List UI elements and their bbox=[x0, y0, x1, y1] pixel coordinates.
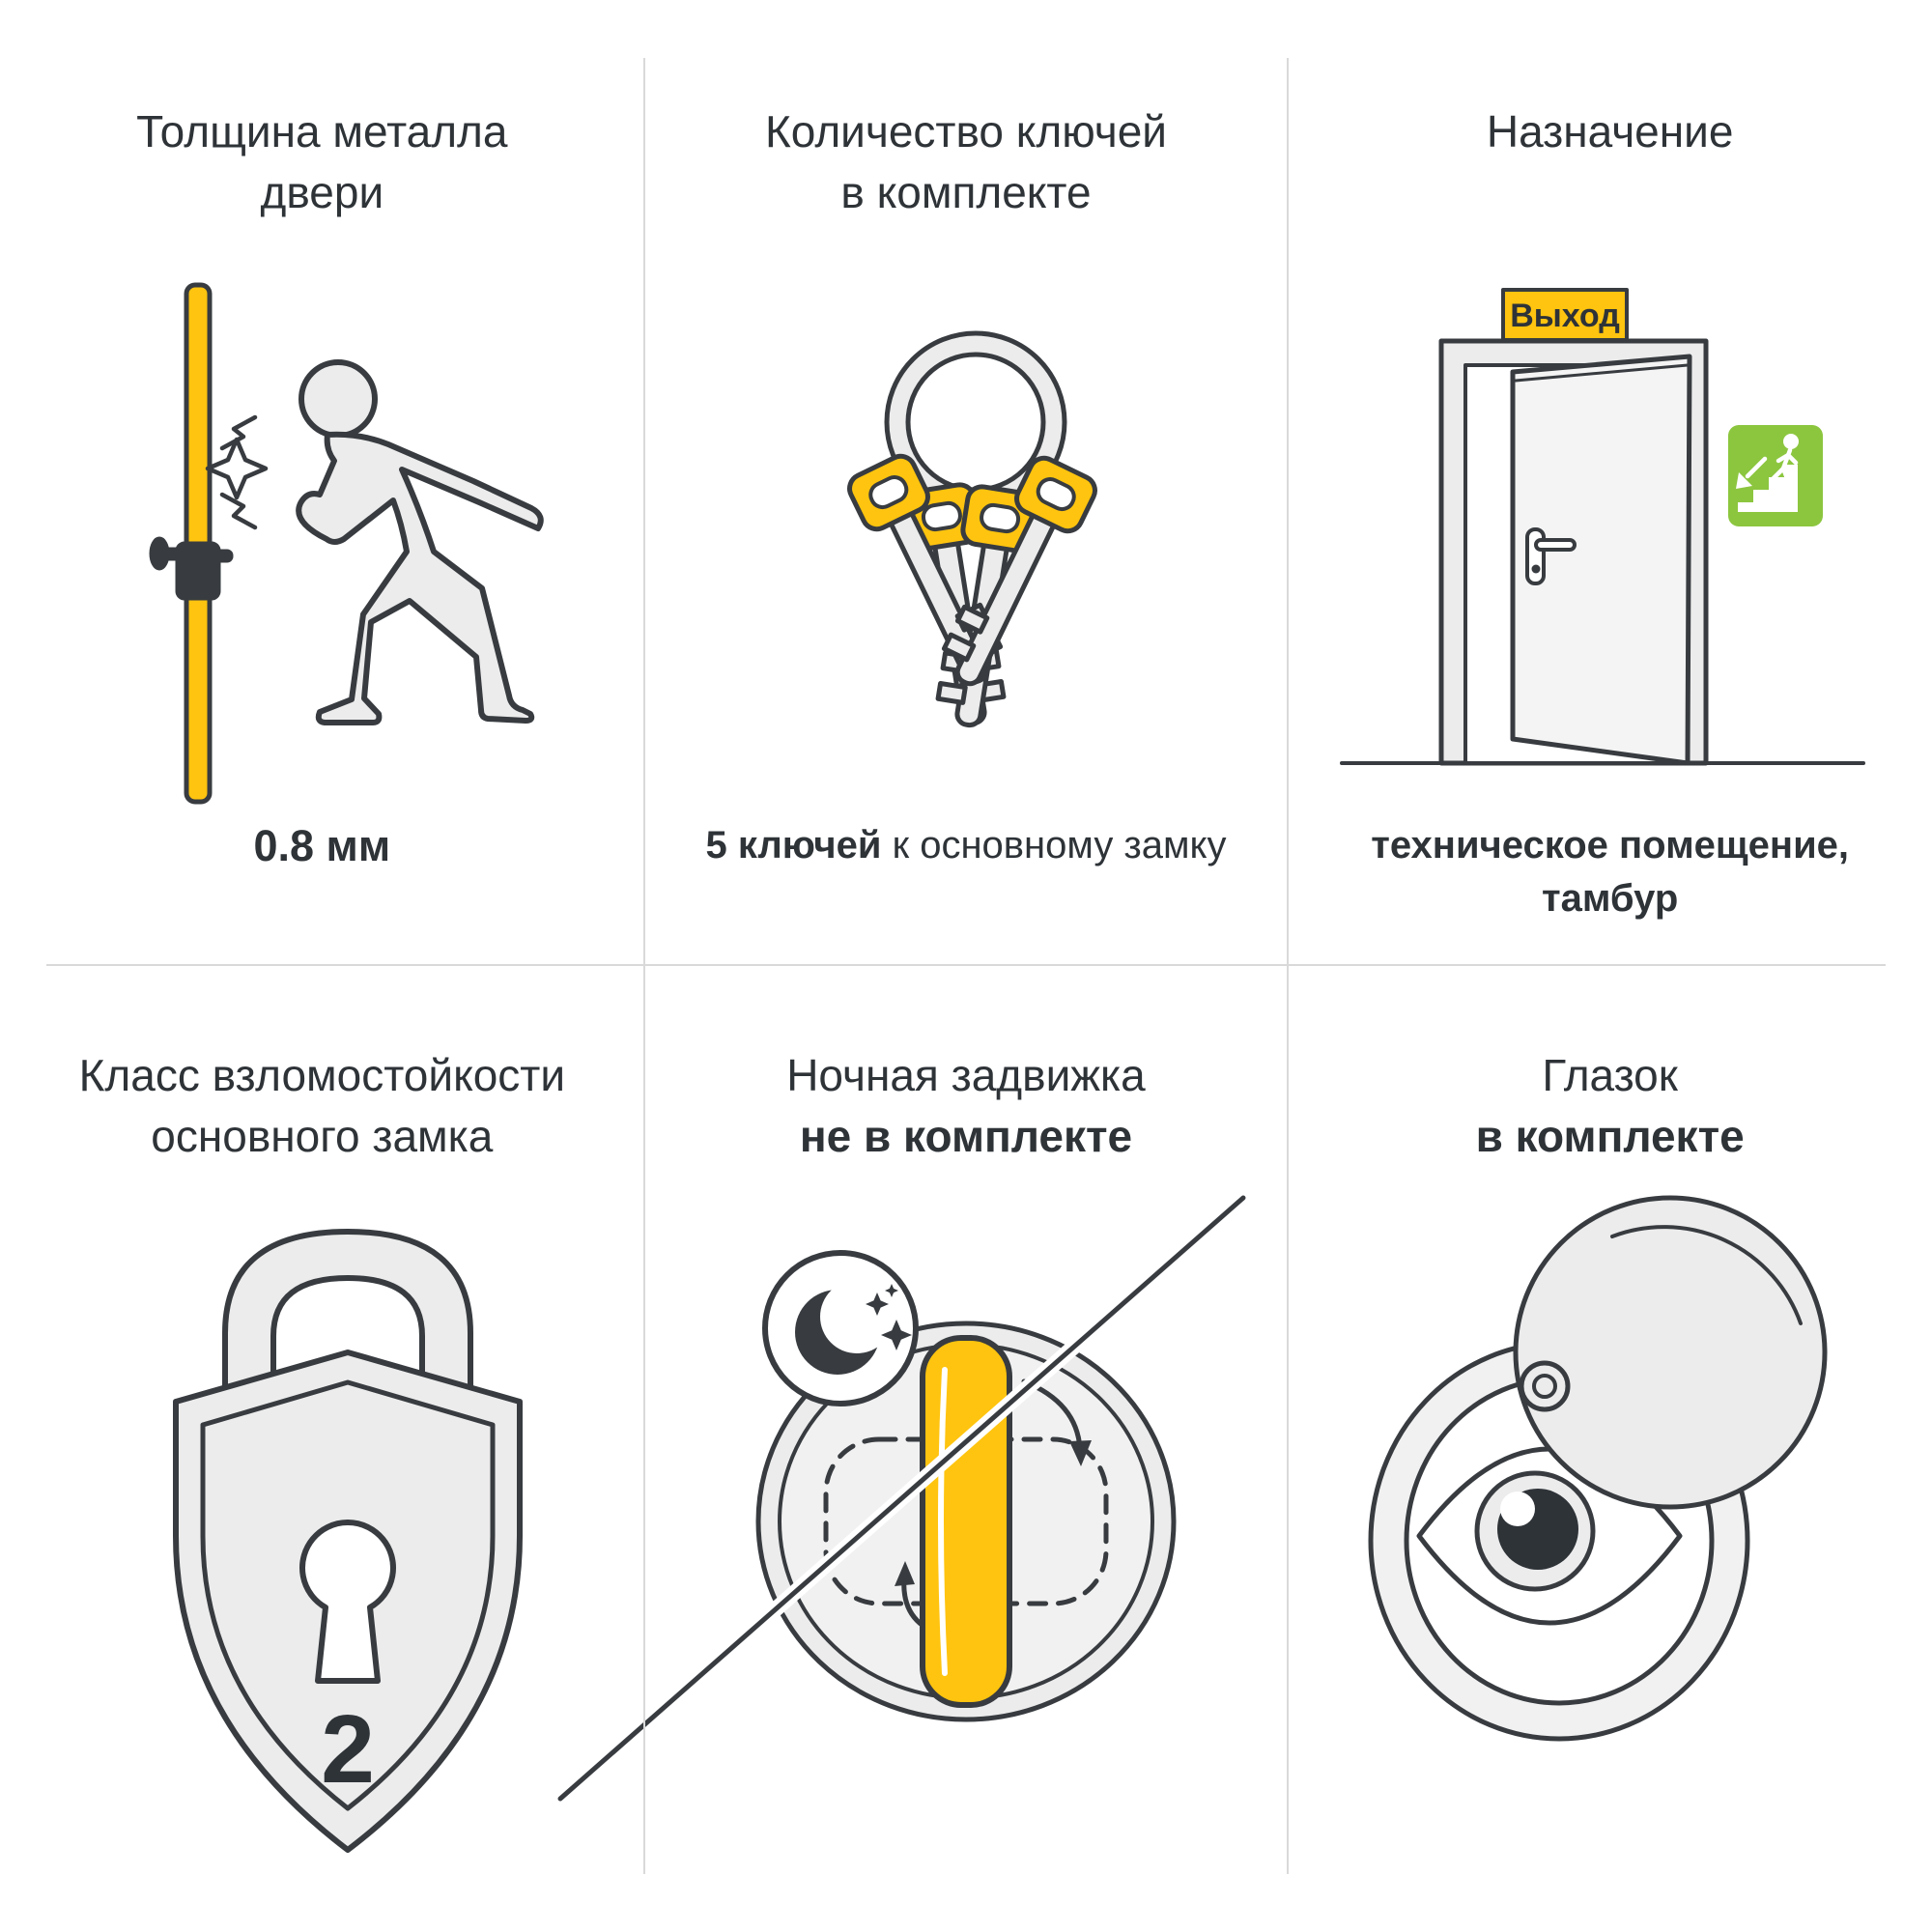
value-rest: к основному замку bbox=[881, 824, 1227, 867]
title-line: двери bbox=[260, 167, 384, 217]
door-kick-icon bbox=[145, 270, 618, 821]
title-line: в комплекте bbox=[840, 167, 1092, 217]
door-handle bbox=[151, 538, 232, 599]
title-line: Ночная задвижка bbox=[786, 1050, 1146, 1100]
title-line: Количество ключей bbox=[764, 106, 1167, 156]
night-latch-crossed-icon bbox=[522, 1111, 1294, 1864]
value-line: тамбур bbox=[1542, 877, 1679, 920]
panel-title bbox=[1288, 101, 1932, 162]
panel-keys-count bbox=[644, 0, 1289, 966]
title-line-bold: не в комплекте bbox=[799, 1111, 1133, 1161]
impact-sparks bbox=[208, 417, 266, 527]
exit-door-icon bbox=[1313, 270, 1873, 831]
panel-title bbox=[0, 101, 644, 223]
thumb-turn bbox=[923, 1338, 1009, 1705]
title-line: Толщина металла bbox=[136, 106, 508, 156]
row-divider bbox=[46, 964, 1886, 966]
panel-title bbox=[1288, 1045, 1932, 1167]
class-number: 2 bbox=[321, 1695, 375, 1804]
peephole-cover bbox=[1516, 1198, 1825, 1507]
panel-metal-thickness bbox=[0, 0, 644, 966]
panel-title bbox=[644, 101, 1289, 223]
title-line-bold: в комплекте bbox=[1475, 1111, 1745, 1161]
value-bold: 5 ключей bbox=[705, 824, 882, 867]
value-caption bbox=[1288, 819, 1932, 925]
door-leaf-open bbox=[1513, 356, 1690, 763]
column-divider bbox=[643, 58, 645, 1874]
moon-icon bbox=[765, 1253, 916, 1404]
person-figure bbox=[298, 362, 541, 723]
title-line: Глазок bbox=[1542, 1050, 1678, 1100]
svg-text:Выход: Выход bbox=[1510, 298, 1621, 334]
keys-bunch-icon bbox=[744, 280, 1188, 782]
shield-lock-icon bbox=[126, 1212, 570, 1869]
panel-purpose bbox=[1288, 0, 1932, 966]
value-line: техническое помещение, bbox=[1371, 824, 1850, 867]
panel-peephole bbox=[1288, 966, 1932, 1932]
title-line: Класс взломостойкости bbox=[78, 1050, 566, 1100]
panel-night-latch bbox=[644, 966, 1289, 1932]
peephole-eye-icon bbox=[1371, 1188, 1912, 1845]
emergency-stairs-icon bbox=[1728, 425, 1823, 526]
title-line: основного замка bbox=[151, 1111, 494, 1161]
value-caption bbox=[644, 819, 1289, 872]
exit-sign bbox=[1503, 290, 1627, 340]
column-divider bbox=[1287, 58, 1289, 1874]
title-line: Назначение bbox=[1486, 106, 1734, 156]
value-caption: 0.8 мм bbox=[253, 821, 391, 870]
